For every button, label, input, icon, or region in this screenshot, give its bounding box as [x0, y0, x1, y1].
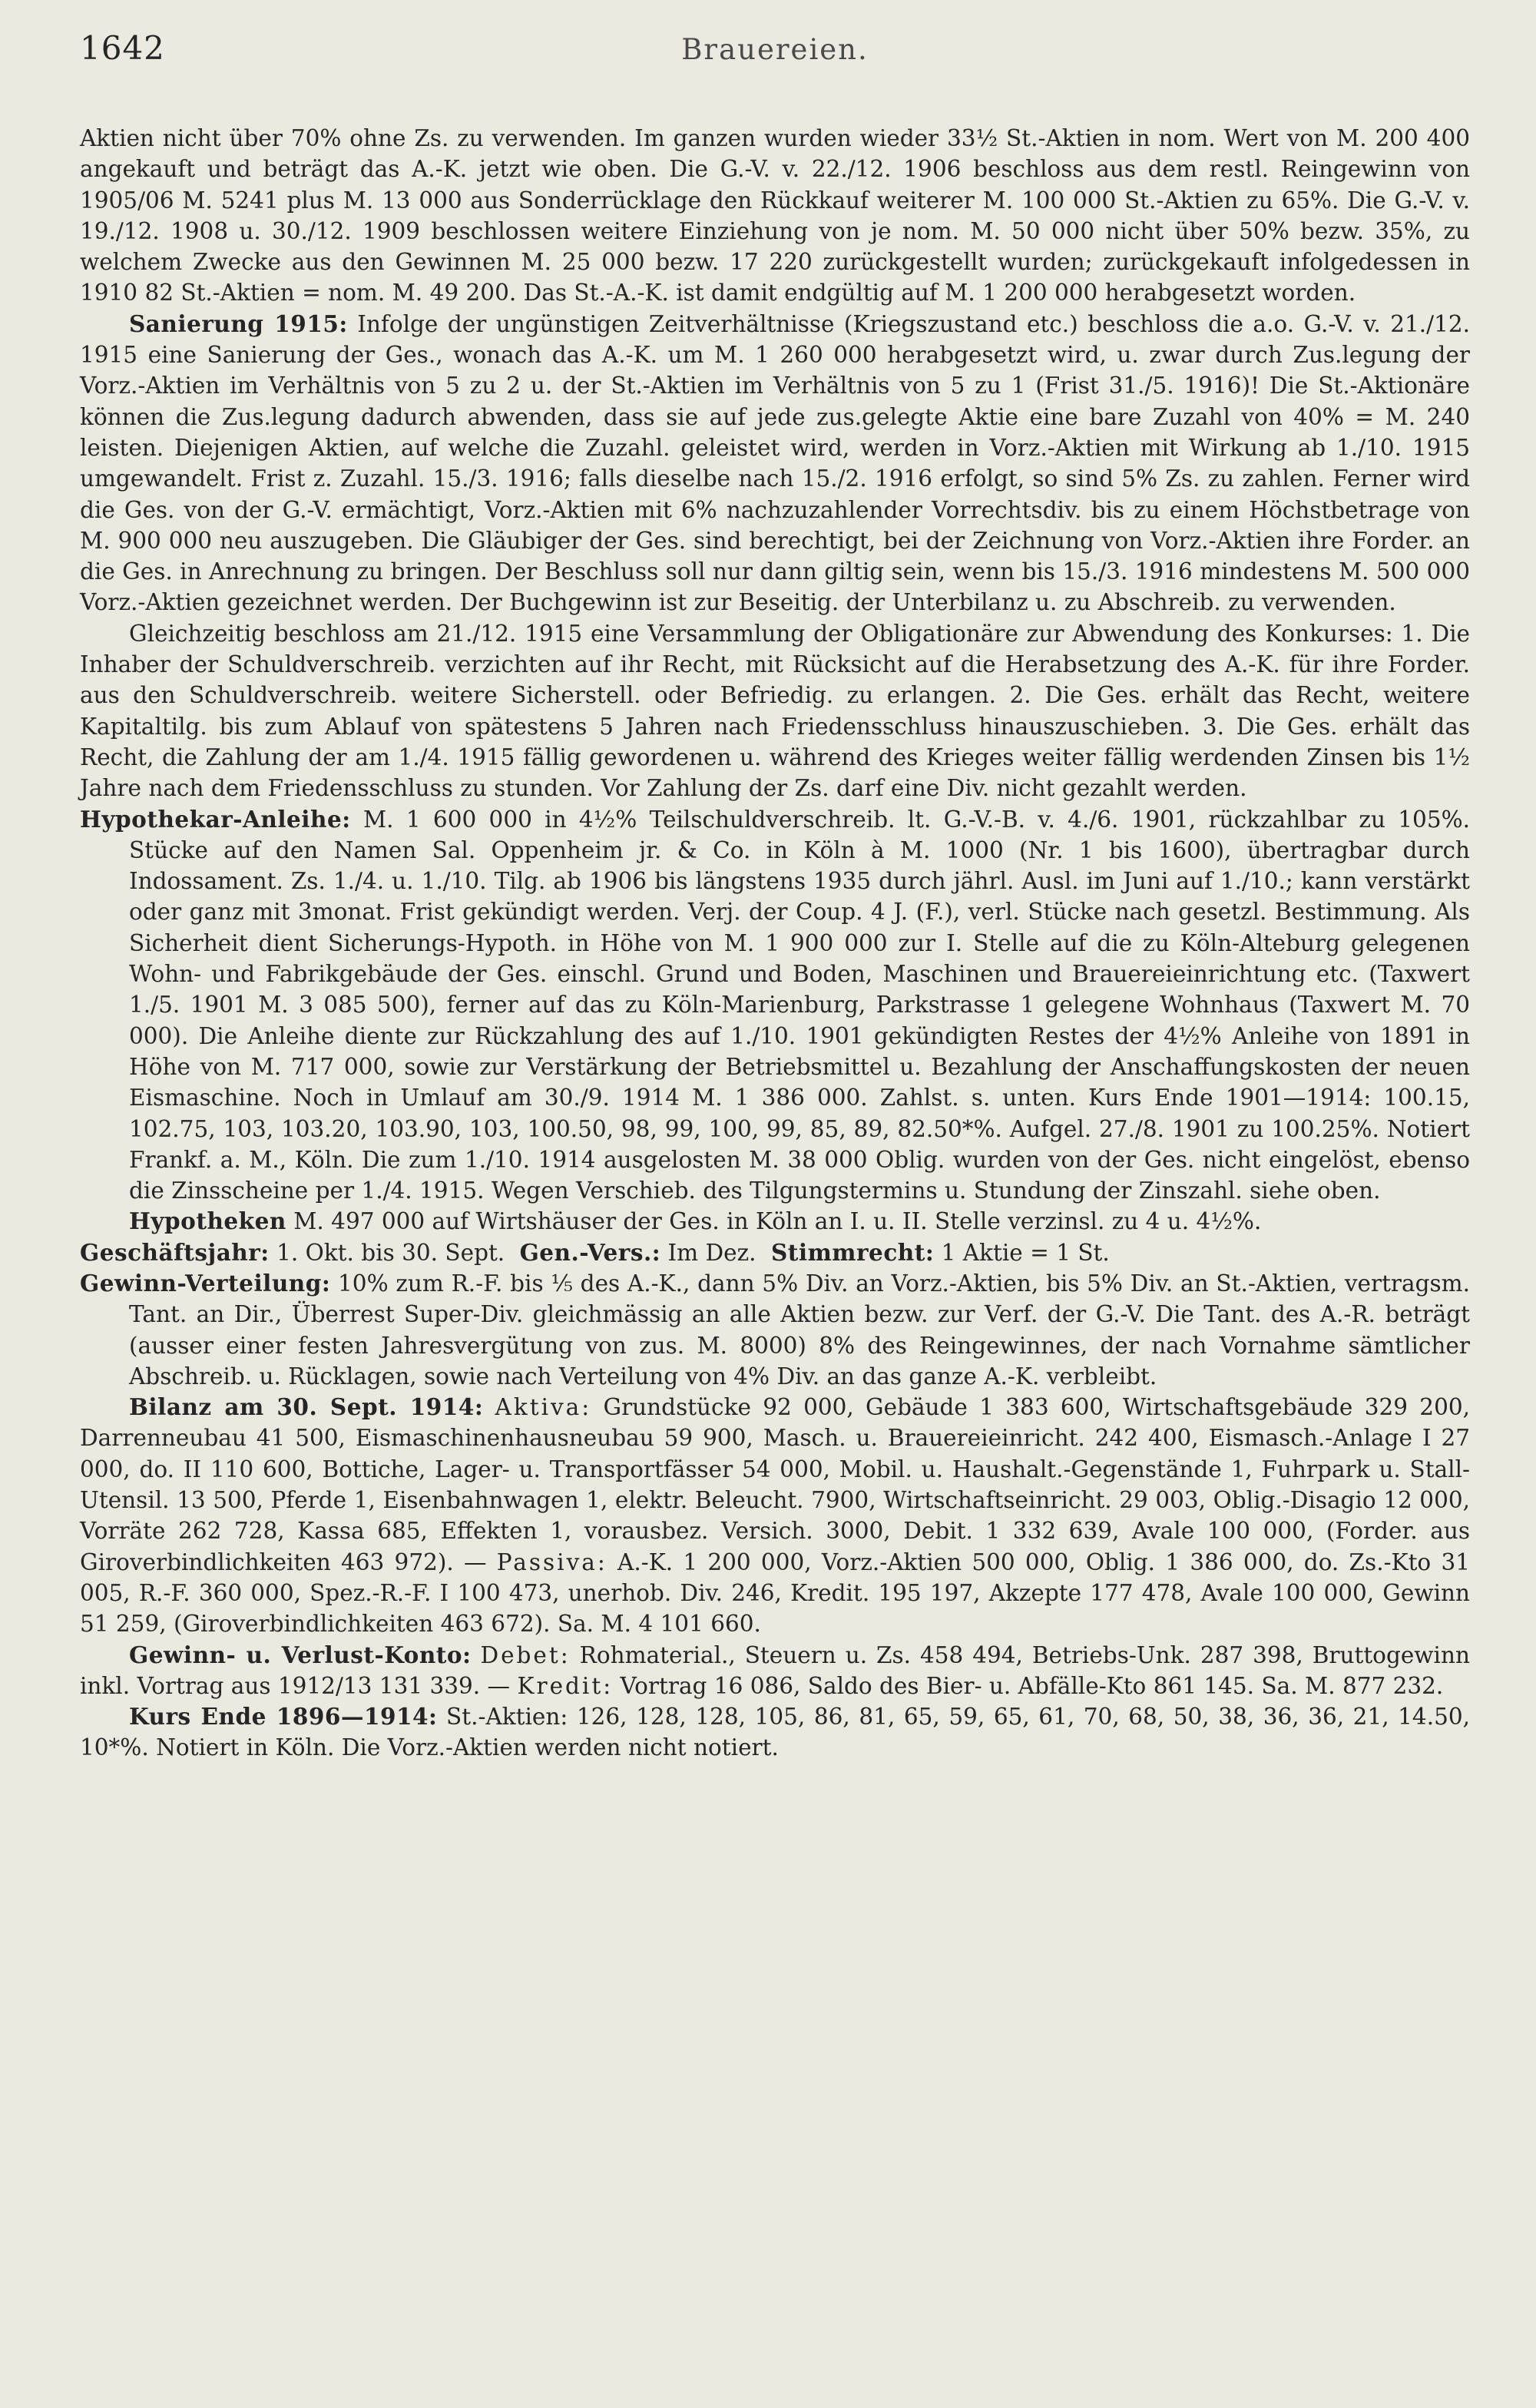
gewinn-text: 10% zum R.-F. bis ⅕ des A.-K., dann 5% Div. an Vorz.-Aktien, bis 5% Div. an St.-Aktien, vertragsm. Tant. an Dir., Überrest Super-Div. gleichmässig an alle Aktien bezw. zur Verf. der G.-V. Die Tant. des A.-R. beträgt (ausser einer festen Jahresvergütung von zus. M. 8000) 8% des Reingewinnes, der nach Vornahme sämtlicher Abschreib. u. Rücklagen, sowie nach Verteilung von 4% Div. an das ganze A.-K. verbleibt.	[129, 1270, 1470, 1389]
paragraph-hypothekar-anleihe	[80, 804, 1470, 1207]
paragraph-meta	[80, 1237, 1470, 1268]
gv-konto-label: Gewinn- u. Verlust-Konto:	[129, 1641, 472, 1668]
paragraph-hypotheken	[80, 1206, 1470, 1237]
gen-vers-label: Gen.-Vers.:	[519, 1238, 661, 1266]
paragraph-sanierung	[80, 309, 1470, 618]
geschaeftsjahr-text: 1. Okt. bis 30. Sept.	[276, 1239, 505, 1266]
hypothekar-text: M. 1 600 000 in 4½% Teilschuldverschreib. lt. G.-V.-B. v. 4./6. 1901, rückzahlbar zu 105%. Stücke auf den Namen Sal. Oppenheim jr. & Co. in Köln à M. 1000 (Nr. 1 bis 1600), übertragbar durch Indossament. Zs. 1./4. u. 1./10. Tilg. ab 1906 bis längstens 1935 durch jährl. Ausl. im Juni auf 1./10.; kann verstärkt oder ganz mit 3monat. Frist gekündigt werden. Verj. der Coup. 4 J. (F.), verl. Stücke nach gesetzl. Bestimmung. Als Sicherheit dient Sicherungs-Hypoth. in Höhe von M. 1 900 000 zur I. Stelle auf die zu Köln-Alteburg gelegenen Wohn- und Fabrikgebäude der Ges. einschl. Grund und Boden, Maschinen und Brauereieinrichtung etc. (Taxwert 1./5. 1901 M. 3 085 500), ferner auf das zu Köln-Marienburg, Parkstrasse 1 gelegene Wohnhaus (Taxwert M. 70 000). Die Anleihe diente zur Rückzahlung des auf 1./10. 1901 gekündigten Restes der 4½% Anleihe von 1891 in Höhe von M. 717 000, sowie zur Verstärkung der Betriebsmittel u. Bezahlung der Anschaffungskosten der neuen Eismaschine. Noch in Umlauf am 30./9. 1914 M. 1 386 000. Zahlst. s. unten. Kurs Ende 1901—1914: 100.15, 102.75, 103, 103.20, 103.90, 103, 100.50, 98, 99, 100, 99, 85, 89, 82.50*%. Aufgel. 27./8. 1901 zu 100.25%. Notiert Frankf. a. M., Köln. Die zum 1./10. 1914 ausgelosten M. 38 000 Oblig. wurden von der Ges. nicht eingelöst, ebenso die Zinsscheine per 1./4. 1915. Wegen Verschieb. des Tilgungstermins u. Stundung der Zinszahl. siehe oben.	[129, 806, 1470, 1204]
stimmrecht-label: Stimmrecht:	[770, 1238, 935, 1266]
geschaeftsjahr-label: Geschäftsjahr:	[80, 1238, 270, 1266]
passiva-text: A.-K. 1 200 000, Vorz.-Aktien 500 000, Oblig. 1 386 000, do. Zs.-Kto 31 005, R.-F. 360 000, Spez.-R.-F. I 100 473, unerhob. Div. 246, Kredit. 195 197, Akzepte 177 478, Avale 100 000, Gewinn 51 259, (Giroverbindlichkeiten 463 672). Sa. M. 4 101 660.	[80, 1548, 1470, 1638]
page-number: 1642	[80, 29, 165, 67]
passiva-label: Passiva:	[496, 1548, 607, 1575]
aktiva-label: Aktiva:	[495, 1394, 592, 1421]
bilanz-label: Bilanz am 30. Sept. 1914:	[129, 1393, 484, 1421]
hypotheken-text: M. 497 000 auf Wirtshäuser der Ges. in Köln an I. u. II. Stelle verzinsl. zu 4 u. 4½%.	[293, 1208, 1262, 1235]
paragraph-bilanz	[80, 1392, 1470, 1639]
hypotheken-label: Hypotheken	[129, 1207, 286, 1235]
paragraph-kurs	[80, 1701, 1470, 1764]
kredit-text: Vortrag 16 086, Saldo des Bier- u. Abfälle-Kto 861 145. Sa. M. 877 232.	[620, 1672, 1444, 1699]
sanierung-label: Sanierung 1915:	[129, 310, 348, 337]
body-text	[80, 123, 1470, 1764]
aktiva-text: Grundstücke 92 000, Gebäude 1 383 600, Wirtschaftsgebäude 329 200, Darrenneubau 41 500, Eismaschinenhausneubau 59 900, Masch. u. Brauereieinricht. 242 400, Eismasch.-Anlage I 27 000, do. II 110 600, Bottiche, Lager- u. Transportfässer 54 000, Mobil. u. Haushalt.-Gegenstände 1, Fuhrpark u. Stall-Utensil. 13 500, Pferde 1, Eisenbahnwagen 1, elektr. Beleucht. 7900, Wirtschaftseinricht. 29 003, Oblig.-Disagio 12 000, Vorräte 262 728, Kassa 685, Effekten 1, vorausbez. Versich. 3000, Debit. 1 332 639, Avale 100 000, (Forder. aus Giroverbindlichkeiten 463 972). —	[80, 1394, 1470, 1575]
gewinn-label: Gewinn-Verteilung:	[80, 1269, 331, 1297]
debet-label: Debet:	[480, 1641, 571, 1668]
sanierung-text: Infolge der ungünstigen Zeitverhältnisse (Kriegszustand etc.) beschloss die a.o. G.-V. v. 21./12. 1915 eine Sanierung der Ges., wonach das A.-K. um M. 1 260 000 herabgesetzt wird, u. zwar durch Zus.legung der Vorz.-Aktien im Verhältnis von 5 zu 2 u. der St.-Aktien im Verhältnis von 5 zu 1 (Frist 31./5. 1916)! Die St.-Aktionäre können die Zus.legung dadurch abwenden, dass sie auf jede zus.gelegte Aktie eine bare Zuzahl von 40% = M. 240 leisten. Diejenigen Aktien, auf welche die Zuzahl. geleistet wird, werden in Vorz.-Aktien mit Wirkung ab 1./10. 1915 umgewandelt. Frist z. Zuzahl. 15./3. 1916; falls dieselbe nach 15./2. 1916 erfolgt, so sind 5% Zs. zu zahlen. Ferner wird die Ges. von der G.-V. ermächtigt, Vorz.-Aktien mit 6% nachzuzahlender Vorrechtsdiv. bis zu einem Höchstbetrage von M. 900 000 neu auszugeben. Die Gläubiger der Ges. sind berechtigt, bei der Zeichnung von Vorz.-Aktien ihre Forder. an die Ges. in Anrechnung zu bringen. Der Beschluss soll nur dann giltig sein, wenn bis 15./3. 1916 mindestens M. 500 000 Vorz.-Aktien gezeichnet werden. Der Buchgewinn ist zur Beseitig. der Unterbilanz u. zu Abschreib. zu verwenden.	[80, 310, 1470, 616]
gen-vers-text: Im Dez.	[667, 1239, 756, 1266]
paragraph-gewinn-verteilung	[80, 1268, 1470, 1392]
paragraph-gv-konto	[80, 1640, 1470, 1702]
paragraph-intro: Aktien nicht über 70% ohne Zs. zu verwenden. Im ganzen wurden wieder 33½ St.-Aktien in nom. Wert von M. 200 400 angekauft und beträgt das A.-K. jetzt wie oben. Die G.-V. v. 22./12. 1906 beschloss aus dem restl. Reingewinn von 1905/06 M. 5241 plus M. 13 000 aus Sonderrücklage den Rückkauf weiterer M. 100 000 St.-Aktien zu 65%. Die G.-V. v. 19./12. 1908 u. 30./12. 1909 beschlossen weitere Einziehung von je nom. M. 50 000 nicht über 50% bezw. 35%, zu welchem Zwecke aus den Gewinnen M. 25 000 bezw. 17 220 zurückgestellt wurden; zurückgekauft infolgedessen in 1910 82 St.-Aktien = nom. M. 49 200. Das St.-A.-K. ist damit endgültig auf M. 1 200 000 herabgesetzt worden.	[80, 125, 1470, 306]
kurs-text: St.-Aktien: 126, 128, 128, 105, 86, 81, 65, 59, 65, 61, 70, 68, 50, 38, 36, 36, 21, 14.50, 10*%. Notiert in Köln. Die Vorz.-Aktien werden nicht notiert.	[80, 1704, 1470, 1761]
stimmrecht-text: 1 Aktie = 1 St.	[941, 1239, 1110, 1266]
hypothekar-label: Hypothekar-Anleihe:	[80, 805, 351, 833]
paragraph-gleichzeitig: Gleichzeitig beschloss am 21./12. 1915 eine Versammlung der Obligationäre zur Abwendung des Konkurses: 1. Die Inhaber der Schuldverschreib. verzichten auf ihr Recht, mit Rücksicht auf die Herabsetzung des A.-K. für ihre Forder. aus den Schuldverschreib. weitere Sicherstell. oder Befriedig. zu erlangen. 2. Die Ges. erhält das Recht, weitere Kapitaltilg. bis zum Ablauf von spätestens 5 Jahren nach Friedensschluss hinauszuschieben. 3. Die Ges. erhält das Recht, die Zahlung der am 1./4. 1915 fällig gewordenen u. während des Krieges weiter fällig werdenden Zinsen bis 1½ Jahre nach dem Friedensschluss zu stunden. Vor Zahlung der Zs. darf eine Div. nicht gezahlt werden.	[80, 620, 1470, 802]
page-header	[80, 29, 1470, 84]
kredit-label: Kredit:	[517, 1672, 614, 1699]
running-head: Brauereien.	[681, 33, 869, 66]
debet-text: Rohmaterial., Steuern u. Zs. 458 494, Betriebs-Unk. 287 398, Bruttogewinn inkl. Vortrag aus 1912/13 131 339. —	[80, 1641, 1470, 1699]
kurs-label: Kurs Ende 1896—1914:	[129, 1703, 438, 1731]
